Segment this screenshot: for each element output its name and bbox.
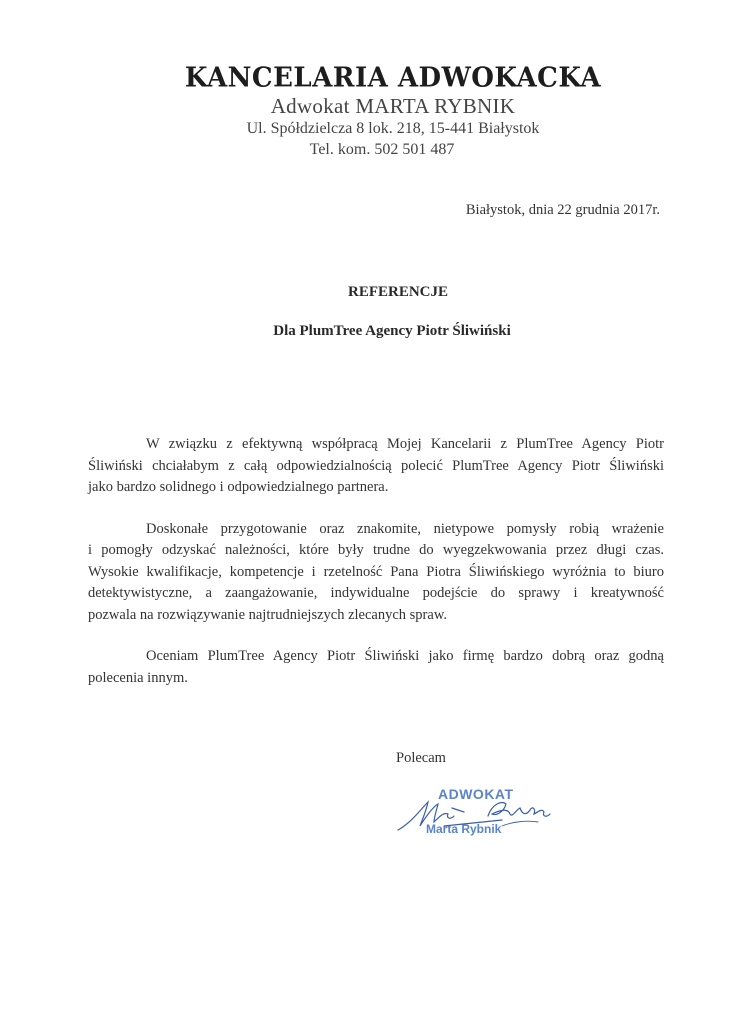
paragraph-line: Wysokie kwalifikacje, kompetencje i rzetelność Pana Piotra Śliwińskiego wyróżnia to biuro	[88, 563, 664, 580]
paragraph-line: jako bardzo solidnego i odpowiedzialnego partnera.	[88, 479, 389, 495]
paragraph-line: W związku z efektywną współpracą Mojej Kancelarii z PlumTree Agency Piotr	[146, 436, 664, 452]
lawyer-name: Adwokat MARTA RYBNIK	[270, 94, 516, 118]
stamp-title: ADWOKAT	[438, 786, 514, 802]
paragraph-line: Doskonałe przygotowanie oraz znakomite, nietypowe pomysły robią wrażenie	[146, 520, 664, 537]
dateline: Białystok, dnia 22 grudnia 2017r.	[465, 202, 660, 218]
letterhead	[0, 62, 756, 160]
closing-remark: Polecam	[396, 750, 446, 766]
letter-body	[88, 434, 664, 709]
paragraph-line: pozwala na rozwiązywanie najtrudniejszych zlecanych spraw.	[88, 606, 447, 623]
paragraph-line: Śliwiński chciałabym z całą odpowiedzialnością polecić PlumTree Agency Piotr Śliwiński	[88, 457, 664, 474]
firm-phone: Tel. kom. 502 501 487	[309, 141, 455, 158]
paragraph-line: i pomogły odzyskać należności, które były trudne do wyegzekwowania przez długi czas.	[88, 542, 664, 558]
document-title: REFERENCJE	[347, 284, 448, 300]
paragraph-line: detektywistyczne, a zaangażowanie, indywidualne podejście do sprawy i kreatywność	[88, 585, 664, 601]
stamp-name: Marta Rybnik	[426, 822, 502, 836]
paragraph-line: polecenia innym.	[88, 669, 188, 686]
firm-address: Ul. Spółdzielcza 8 lok. 218, 15-441 Białystok	[246, 120, 540, 137]
paragraph-line: Oceniam PlumTree Agency Piotr Śliwiński jako firmę bardzo dobrą oraz godną	[146, 648, 664, 664]
paragraph-3	[88, 646, 664, 689]
lawyer-stamp	[392, 786, 562, 846]
firm-name: KANCELARIA ADWOKACKA	[184, 62, 602, 94]
paragraph-1	[88, 434, 664, 499]
paragraph-2	[88, 519, 664, 627]
document-subtitle: Dla PlumTree Agency Piotr Śliwiński	[273, 323, 511, 339]
signature-icon	[392, 786, 562, 846]
